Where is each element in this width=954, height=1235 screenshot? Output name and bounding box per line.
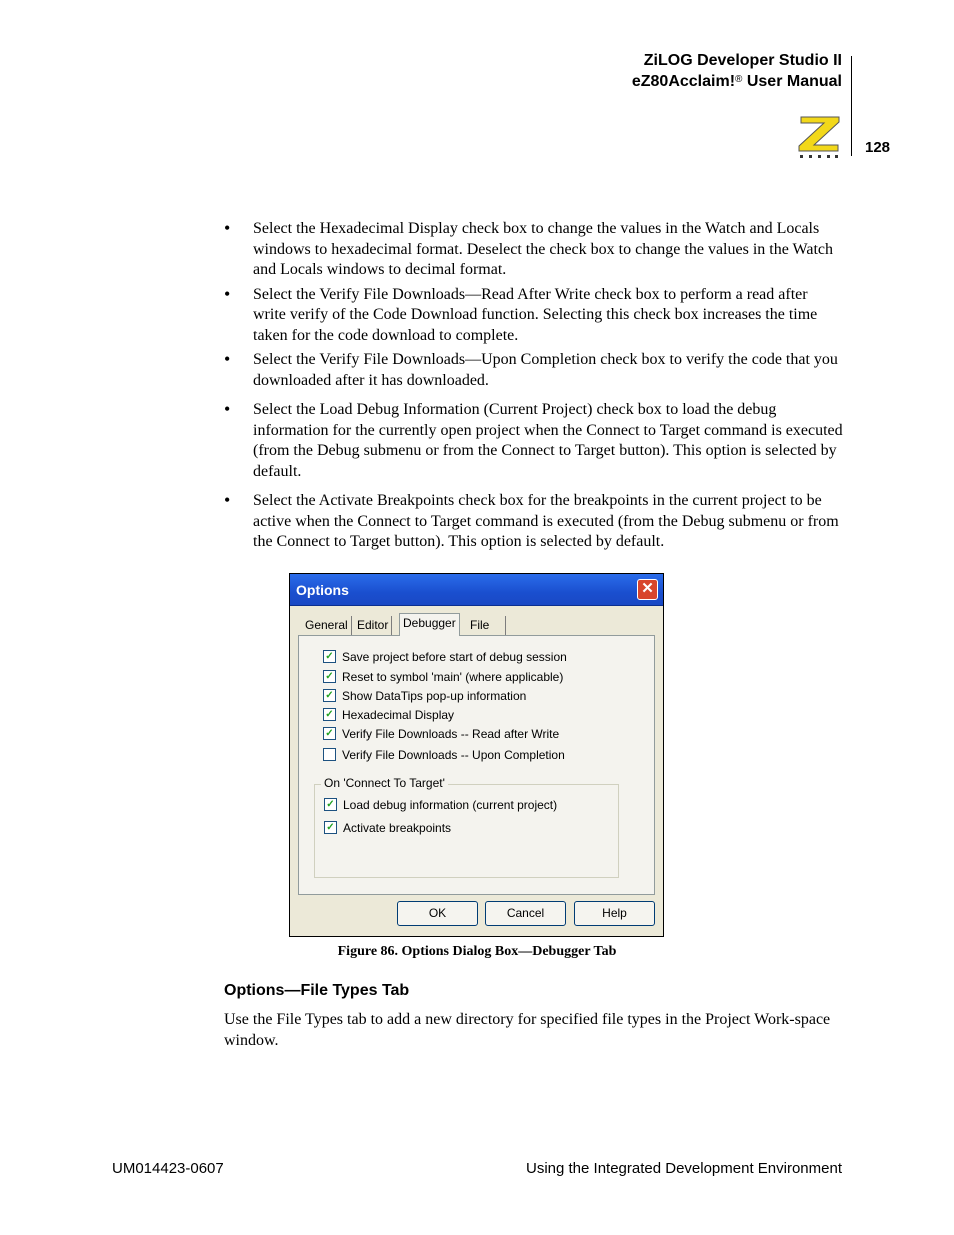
checkmark-icon[interactable]: ✓ [324,821,337,834]
checkmark-icon[interactable]: ✓ [323,727,336,740]
list-item: • Select the Verify File Downloads—Read After Write check box to perform a read after write verify of the Code Download function. Selecting this check box increases the time taken for the code download to complete. [224,283,818,344]
footer-doc-id: UM014423-0607 [112,1160,224,1177]
bullet-icon: • [224,283,231,304]
dialog-titlebar[interactable] [290,574,663,606]
bullet-icon: • [224,490,231,510]
running-header [632,50,842,92]
checkmark-icon[interactable]: ✓ [323,708,336,721]
list-item: • Select the Load Debug Information (Current Project) check box to load the debug information for the currently open project when the Connect to Target command is executed (from the Debug submenu or from the Connect to Target button). This option is selected by default. [224,399,843,480]
dialog-title: Options [296,582,349,598]
hexadecimal-display-checkbox[interactable]: ✓ Hexadecimal Display [323,707,454,723]
checkmark-icon[interactable]: ✓ [323,670,336,683]
bullet-icon: • [224,399,231,419]
bullet-icon: • [224,218,231,238]
cancel-button[interactable]: Cancel [485,901,566,926]
page-number: 128 [865,139,891,156]
group-label: On 'Connect To Target' [321,776,448,790]
debugger-tab-panel [298,635,655,895]
verify-upon-completion-checkbox[interactable]: Verify File Downloads -- Upon Completion [323,747,565,763]
header-title: ZiLOG Developer Studio II [643,52,842,69]
header-subtitle: eZ80Acclaim!® User Manual [631,73,842,90]
tab-file-types[interactable]: File [467,616,506,635]
load-debug-info-checkbox[interactable]: ✓ Load debug information (current project) [324,797,557,813]
bullet-list [224,219,844,553]
tab-general[interactable]: General [302,616,352,635]
show-datatips-checkbox[interactable]: ✓ Show DataTips pop-up information [323,688,526,704]
close-icon: ✕ [641,580,654,597]
options-dialog [289,573,664,937]
connect-to-target-group [314,776,619,878]
section-paragraph: Use the File Types tab to add a new directory for specified file types in the Project Work-space window. [224,1011,831,1049]
bullet-icon: • [224,349,231,369]
list-item: • Select the Hexadecimal Display check box to change the values in the Watch and Locals windows to hexadecimal format. Deselect the check box to change the values in the Watch and Locals windows to decimal format. [224,218,833,278]
checkmark-icon[interactable]: ✓ [323,650,336,663]
verify-read-after-write-checkbox[interactable]: ✓ Verify File Downloads -- Read after Write [323,726,559,742]
checkmark-icon[interactable]: ✓ [323,689,336,702]
help-button[interactable]: Help [574,901,655,926]
tab-editor[interactable]: Editor [354,616,392,635]
reset-to-main-checkbox[interactable]: ✓ Reset to symbol 'main' (where applicable) [323,669,563,685]
footer-chapter: Using the Integrated Development Environment [525,1160,842,1177]
tab-debugger[interactable]: Debugger [399,613,460,636]
checkmark-icon[interactable]: ✓ [324,798,337,811]
save-project-checkbox[interactable]: ✓ Save project before start of debug session [323,649,567,665]
unchecked-box-icon[interactable] [323,748,336,761]
section-heading: Options—File Types Tab [224,982,410,999]
list-item: • Select the Activate Breakpoints check box for the breakpoints in the current project to be active when the Connect to Target command is executed (from the Debug submenu or from the Connect to Target button). This option is selected by default. [224,490,839,550]
zilog-logo-icon [796,114,842,160]
activate-breakpoints-checkbox[interactable]: ✓ Activate breakpoints [324,820,451,836]
list-item: • Select the Verify File Downloads—Upon Completion check box to verify the code that you downloaded after it has downloaded. [224,349,838,389]
close-button[interactable] [637,579,658,600]
ok-button[interactable]: OK [397,901,478,926]
header-rule [851,56,852,156]
figure-caption: Figure 86. Options Dialog Box—Debugger Tab [337,944,617,959]
